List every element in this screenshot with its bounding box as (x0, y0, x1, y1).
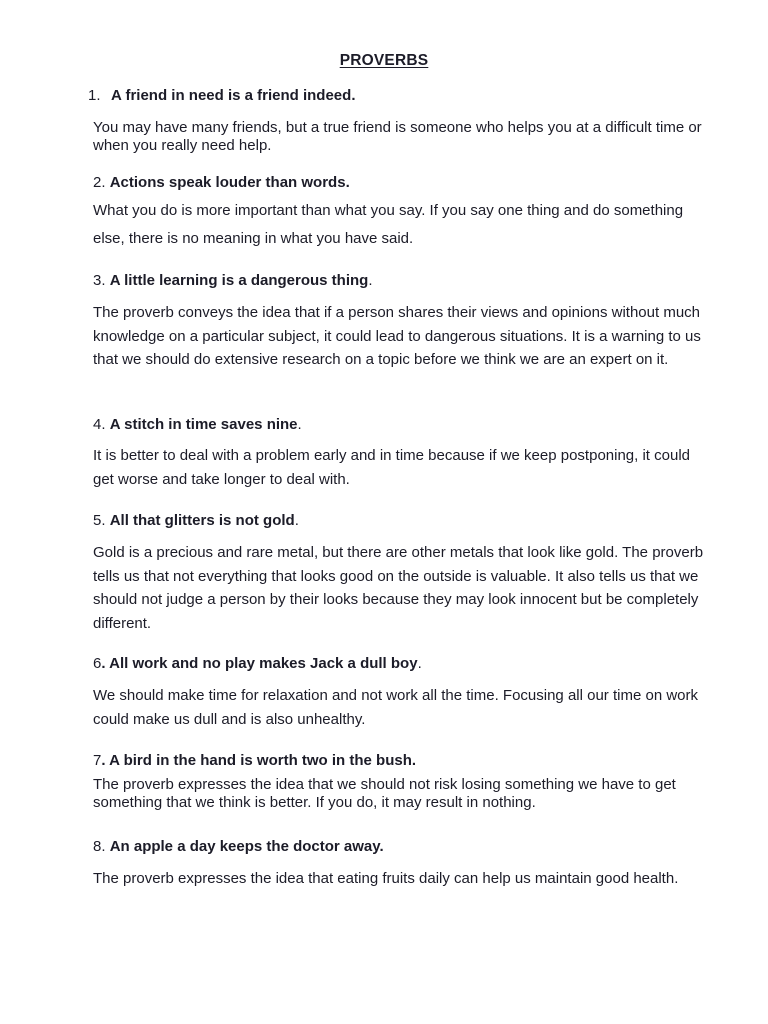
proverb-trail: . (368, 272, 373, 289)
proverb-heading-1 (88, 87, 355, 105)
proverb-text: All that glitters is not gold (109, 512, 295, 529)
proverb-explanation-7: The proverb expresses the idea that we should not risk losing something we have to get something that we think is better. If you do, it may result in nothing. (93, 776, 676, 811)
proverb-trail: . (297, 416, 302, 433)
proverb-number: 1. (88, 87, 101, 104)
proverb-explanation-5: Gold is a precious and rare metal, but there are other metals that look like gold. The proverb tells us that not everything that looks good on the outside is valuable. It also tells us that we should not judge a person by their looks because they may look innocent but be completely different. (93, 544, 704, 632)
proverb-explanation-8: The proverb expresses the idea that eating fruits daily can help us maintain good health. (93, 870, 679, 887)
proverb-text: A friend in need is a friend indeed. (111, 87, 356, 104)
proverb-number: 5. (93, 512, 106, 529)
proverb-explanation-1: You may have many friends, but a true friend is someone who helps you at a difficult time or when you really need help. (93, 119, 702, 154)
proverb-number: 3. (93, 272, 106, 289)
proverb-text: A little learning is a dangerous thing (109, 272, 369, 289)
proverb-text: . All work and no play makes Jack a dull boy (101, 655, 418, 672)
proverb-heading-6 (93, 655, 422, 673)
proverb-number: 8. (93, 838, 106, 855)
proverb-explanation-3: The proverb conveys the idea that if a person shares their views and opinions without much knowledge on a particular subject, it could lead to dangerous situations. It is a warning to us that we should do extensive research on a topic before we think we are an expert on it. (93, 304, 701, 368)
proverb-heading-3 (93, 272, 373, 290)
proverb-text: A stitch in time saves nine (109, 416, 298, 433)
proverb-heading-8 (93, 838, 384, 856)
proverb-number: 2. (93, 174, 106, 191)
proverb-heading-5 (93, 512, 299, 530)
proverb-heading-2 (93, 174, 350, 192)
proverb-number: 6 (93, 655, 102, 672)
proverb-explanation-4: It is better to deal with a problem early and in time because if we keep postponing, it could get worse and take longer to deal with. (93, 447, 691, 488)
proverb-number: 4. (93, 416, 106, 433)
proverb-explanation-2: What you do is more important than what you say. If you say one thing and do something else, there is no meaning in what you have said. (93, 202, 684, 247)
proverb-text: An apple a day keeps the doctor away. (109, 838, 384, 855)
proverb-number: 7 (93, 752, 102, 769)
proverb-heading-4 (93, 416, 302, 434)
page-title: PROVERBS (339, 52, 429, 69)
proverb-text: . A bird in the hand is worth two in the bush. (101, 752, 417, 769)
proverb-explanation-6: We should make time for relaxation and not work all the time. Focusing all our time on work could make us dull and is also unhealthy. (93, 687, 698, 728)
proverb-trail: . (417, 655, 422, 672)
proverb-trail: . (294, 512, 299, 529)
proverb-heading-7 (93, 752, 416, 770)
proverb-text: Actions speak louder than words. (109, 174, 350, 191)
